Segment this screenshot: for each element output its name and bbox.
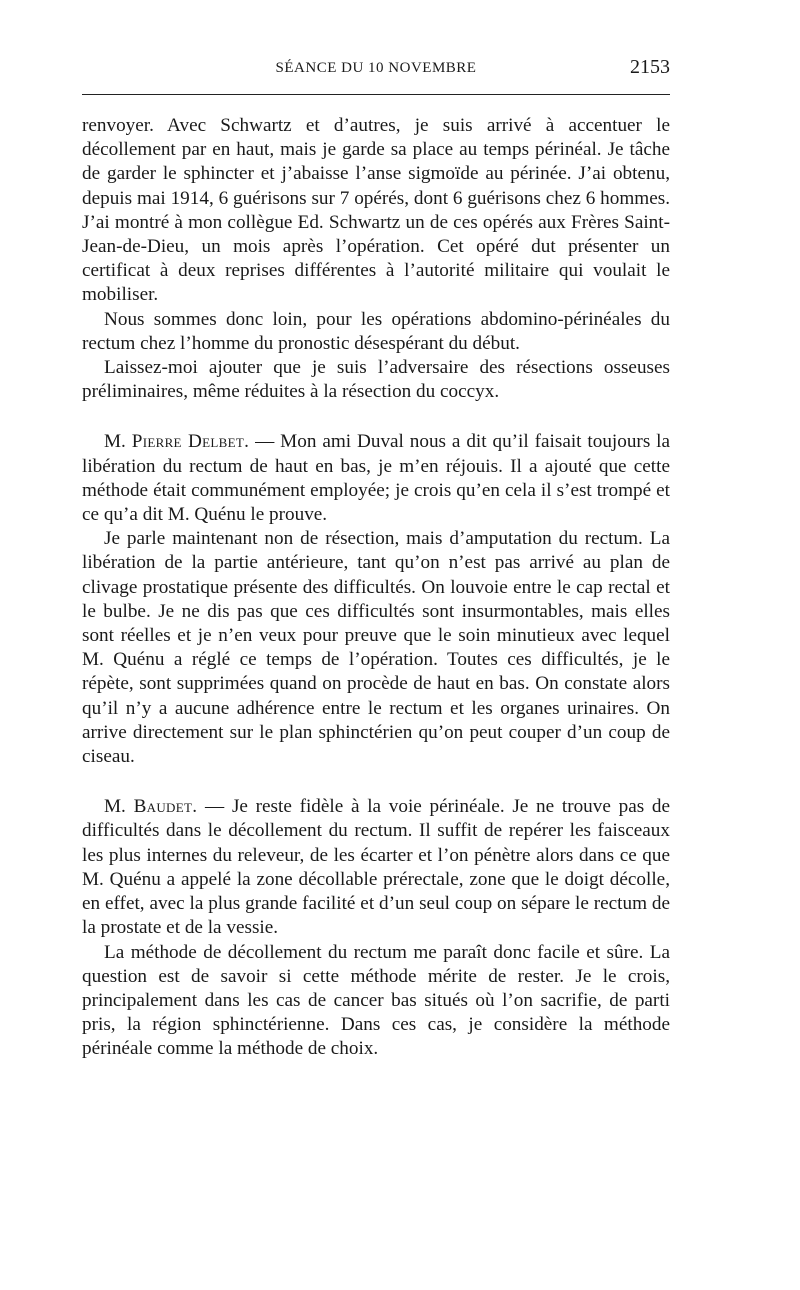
page-number: 2153 [630,56,670,78]
paragraph: Laissez-moi ajouter que je suis l’adversaire des résections osseuses préliminaires, même réduites à la résection du coccyx. [82,357,670,403]
speech-text: — Mon ami Duval nous a dit qu’il faisait toujours la libération du rectum de haut en bas, je m’en réjouis. Il a ajouté que cette méthode était communément employée; je crois qu’en cela il s’est trompé et ce qu’a dit M. Quénu le prouve. [82,431,671,526]
speech-baudet [82,795,670,940]
speech-text: — Je reste fidèle à la voie périnéale. Je ne trouve pas de difficultés dans le décollement du rectum. Il suffit de repérer les faisceaux les plus internes du releveur, de les écarter et l’on pénètre alors dans ce que M. Quénu a appelé la zone décollable prérectale, zone que le doigt décolle, en effet, avec la plus grande facilité et d’un seul coup on sépare le rectum de la prostate et de la vessie. [82,796,670,939]
speaker-name: Pierre Delbet. [131,431,250,453]
speech-delbet [82,430,670,527]
speaker-name: Baudet. [133,796,198,818]
paragraph-continuation: renvoyer. Avec Schwartz et d’autres, je suis arrivé à accentuer le décollement par en haut, mais je garde sa place au temps périnéal. Je tâche de garder le sphincter et j’abaisse l’anse sigmoïde au périnée. J’ai obtenu, depuis mai 1914, 6 guérisons sur 7 opérés, dont 6 guérisons chez 6 hommes. J’ai montré à mon collègue Ed. Schwartz un de ces opérés aux Frères Saint-Jean-de-Dieu, un mois après l’opération. Cet opéré dut présenter un certificat à deux reprises différentes à l’autorité militaire qui voulait le mobiliser. [82,115,670,306]
speaker-prefix: M. [104,796,134,818]
running-title: SÉANCE DU 10 NOVEMBRE [275,60,477,76]
speaker-prefix: M. [104,431,132,453]
page-header [82,56,670,90]
header-rule [82,94,670,95]
paragraph: La méthode de décollement du rectum me paraît donc facile et sûre. La question est de savoir si cette méthode mérite de rester. Je le crois, principalement dans les cas de cancer bas situés où l’on sacrifie, de parti pris, la région sphinctérienne. Dans ces cas, je considère la méthode périnéale comme la méthode de choix. [82,941,670,1060]
paragraph: Je parle maintenant non de résection, mais d’amputation du rectum. La libération de la partie antérieure, tant qu’on n’est pas arrivé au plan de clivage prostatique présente des difficultés. On louvoie entre le cap rectal et le bulbe. Je ne dis pas que ces difficultés sont insurmontables, mais elles sont réelles et je n’en veux pour preuve que le soin minutieux avec lequel M. Quénu a réglé ce temps de l’opération. Toutes ces difficultés, je le répète, sont supprimées quand on procède de haut en bas. On constate alors qu’il n’y a aucune adhérence entre le rectum et les organes urinaires. On arrive directement sur le plan sphinctérien qu’on peut couper d’un coup de ciseau. [82,528,670,768]
page-body [82,114,670,1062]
paragraph: Nous sommes donc loin, pour les opérations abdomino-périnéales du rectum chez l’homme du pronostic désespérant du début. [82,308,670,354]
